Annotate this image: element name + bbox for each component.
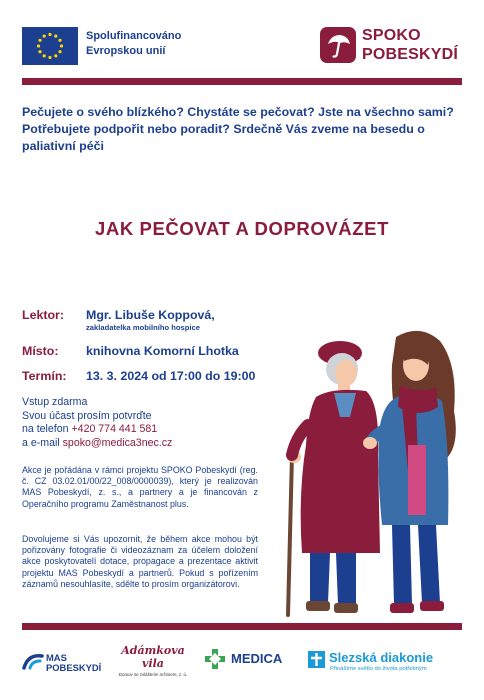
slezska-diakonie-icon bbox=[308, 651, 325, 668]
bottom-divider bbox=[22, 623, 462, 630]
eu-flag-icon bbox=[22, 27, 78, 65]
event-title: JAK PEČOVAT A DOPROVÁZET bbox=[95, 218, 389, 239]
partner-logos bbox=[0, 640, 484, 700]
email-link[interactable]: spoko@medica3nec.cz bbox=[62, 436, 173, 449]
spoko-wordmark: SPOKO POBESKYDÍ bbox=[362, 27, 459, 63]
header bbox=[0, 0, 484, 80]
phone-line: na telefon +420 774 441 581 bbox=[22, 423, 158, 435]
medica-logo: MEDICA bbox=[204, 648, 300, 672]
caregiver-illustration bbox=[270, 325, 470, 625]
mas-pobeskydi-logo: MAS POBESKYDÍ bbox=[22, 648, 108, 676]
adamkova-vila-logo: Adámkova vila Domov se zvláštním režimem, z. ú. bbox=[118, 644, 188, 677]
confirm-text: Svou účast prosím potvrďte bbox=[22, 409, 152, 422]
lecturer-label: Lektor: bbox=[22, 308, 64, 322]
date-label: Termín: bbox=[22, 369, 67, 383]
project-paragraph: Akce je pořádána v rámci projektu SPOKO Pobeskydí (reg. č. CZ 03.02.01/00/22_008/0000039), který je realizován MAS Pobeskydí, z. s., a partnery a je financován z Operačního programu Zaměstnanost plus. bbox=[22, 465, 258, 509]
place-label: Místo: bbox=[22, 344, 59, 358]
top-divider bbox=[22, 78, 462, 85]
intro-text: Pečujete o svého blízkého? Chystáte se pečovat? Jste na všechno sami? Potřebujete podpořit nebo poradit? Srdečně Vás zveme na besedu o paliativní péči bbox=[22, 105, 454, 153]
spoko-logo bbox=[320, 24, 470, 68]
free-entry-text: Vstup zdarma bbox=[22, 396, 88, 408]
photo-notice-paragraph: Dovolujeme si Vás upozornit, že během akce mohou být pořizovány fotografie či videozáznam za účelem doložení akce poskytovatelí dotace, propagace a prezentace aktivit projektu MAS Pobeskydí a partnerů. Pokud s pořízením záznamů nesouhlasíte, sdělte to prosím organizátorovi. bbox=[22, 534, 258, 589]
medica-cross-icon bbox=[204, 648, 226, 670]
email-line: a e-mail spoko@medica3nec.cz bbox=[22, 436, 173, 449]
date-value: 13. 3. 2024 od 17:00 do 19:00 bbox=[86, 369, 256, 383]
spoko-umbrella-icon bbox=[320, 27, 356, 63]
lecturer-name: Mgr. Libuše Koppová, bbox=[86, 308, 215, 322]
eu-cofinanced-text: Spolufinancováno Evropskou unií bbox=[86, 30, 182, 57]
slezska-diakonie-logo: Slezská diakonie Přinášíme světlo do života potřebným bbox=[308, 650, 468, 680]
lecturer-role: zakladatelka mobilního hospice bbox=[86, 323, 200, 332]
mas-arc-icon bbox=[22, 652, 44, 670]
contact-block bbox=[22, 396, 172, 450]
phone-number[interactable]: +420 774 441 581 bbox=[71, 423, 158, 435]
place-value: knihovna Komorní Lhotka bbox=[86, 344, 239, 358]
